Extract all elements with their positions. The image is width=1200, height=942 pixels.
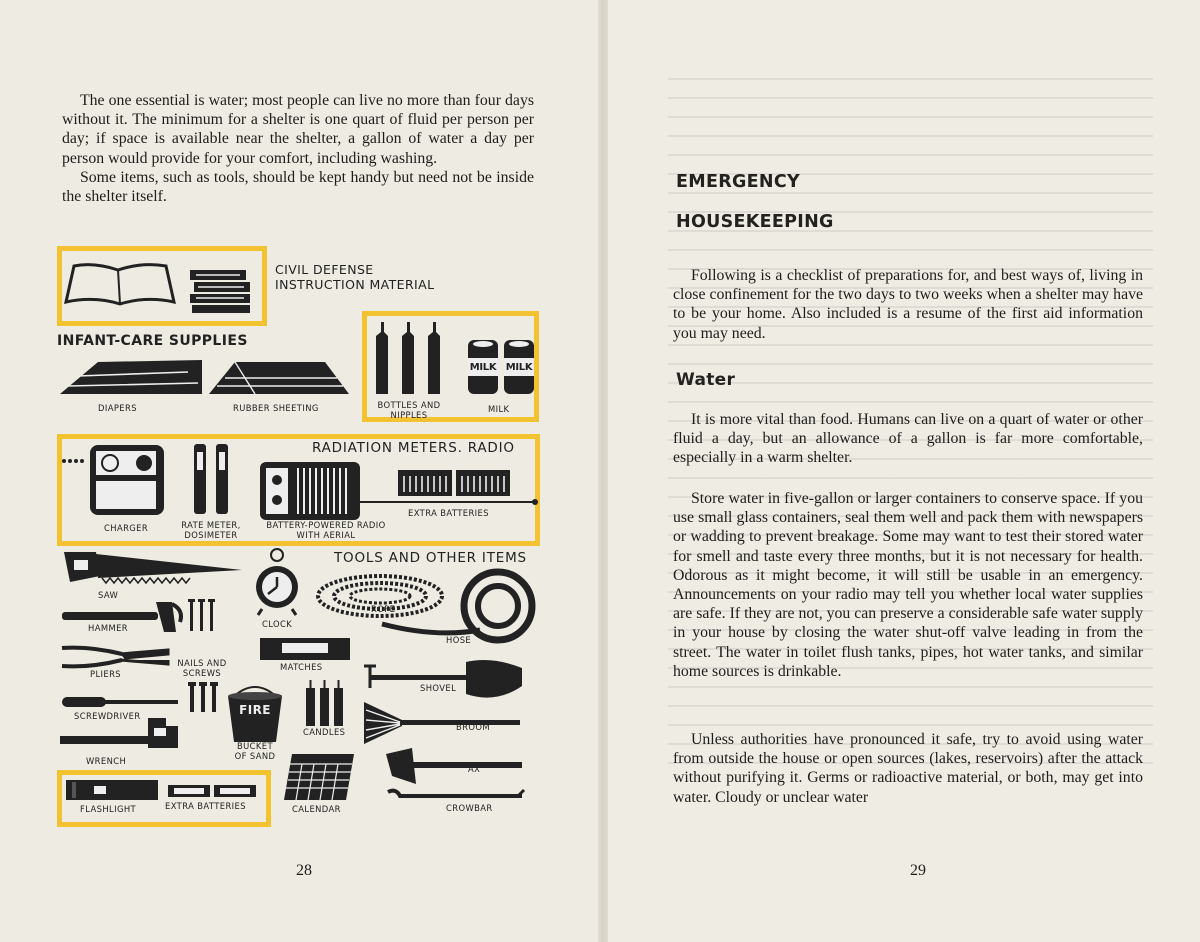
matches-icon — [258, 636, 352, 662]
rope-label: ROPE — [371, 604, 396, 614]
civil-defense-label: CIVIL DEFENSE INSTRUCTION MATERIAL — [275, 262, 435, 292]
candles-label: CANDLES — [303, 727, 346, 737]
intro-text: Following is a checklist of preparations for, and best ways of, living in close confinement for the two days to two weeks when a shelter may have to be your home. Also included is a resume of the first aid information you may need. — [673, 267, 1143, 342]
left-paragraph-2: Some items, such as tools, should be kept handy but need not be inside the shelter itself. — [62, 168, 534, 206]
extra-batteries-label-2: EXTRA BATTERIES — [165, 801, 246, 811]
rubber-sheeting-label: RUBBER SHEETING — [233, 403, 319, 413]
extra-batteries-icon-2 — [166, 783, 262, 799]
water-text-2: Store water in five-gallon or larger containers to conserve space. If you use small glass containers, seal them well and pack them with newspapers or wadding to prevent breakage. Some may want to test their stored water for smell and taste every three months, but it is not necessary for health. Odorous as it might become, it will still be usable in an emergency. Announcements on your radio may tell you whether local water supplies are safe. If they are not, you can preserve a considerable safe water supply in your house by closing the water shut-off valve leading in from the street. The water in toilet flush tanks, pipes, hot water tanks, and similar home sources is drinkable. — [673, 490, 1143, 680]
water-text-1: It is more vital than food. Humans can live on a quart of water or other fluid a day, but an allowance of a gallon is far more comfortable, especially in a warm shelter. — [673, 411, 1143, 467]
ax-label: AX — [468, 764, 481, 774]
intro-paragraph — [673, 266, 1143, 343]
tools-heading: TOOLS AND OTHER ITEMS — [334, 550, 527, 566]
water-paragraph-2 — [673, 489, 1143, 681]
milk-can-label-left: MILK — [469, 362, 497, 373]
wrench-icon — [58, 714, 184, 750]
page-number-right: 29 — [910, 862, 926, 879]
diapers-icon — [58, 356, 204, 396]
bottles-label: BOTTLES AND NIPPLES — [377, 400, 441, 420]
hammer-label: HAMMER — [88, 623, 128, 633]
clock-icon — [254, 547, 300, 617]
screwdriver-icon — [60, 694, 180, 710]
rate-meter-label: RATE METER, DOSIMETER — [181, 520, 241, 540]
wrench-label: WRENCH — [86, 756, 127, 766]
left-paragraph-1: The one essential is water; most people can live no more than four days without it. The minimum for a shelter is one quart of fluid per person per day; if space is available near the shelter, a gallon of water a day per person would provide for your comfort, including washing. — [62, 92, 534, 167]
saw-icon — [62, 548, 244, 588]
nails-upper-icon — [186, 597, 216, 633]
pliers-label: PLIERS — [90, 669, 122, 679]
extra-batteries-label-1: EXTRA BATTERIES — [408, 508, 489, 518]
screws-icon — [186, 680, 220, 714]
charger-icon — [60, 443, 168, 521]
flashlight-icon — [64, 778, 160, 802]
broom-label: BROOM — [456, 722, 490, 732]
flashlight-label: FLASHLIGHT — [80, 804, 137, 814]
crowbar-label: CROWBAR — [446, 803, 493, 813]
diapers-label: DIAPERS — [98, 403, 137, 413]
screwdriver-label: SCREWDRIVER — [74, 711, 141, 721]
milk-can-label-right: MILK — [505, 362, 533, 373]
water-paragraph-1 — [673, 410, 1143, 468]
nails-label: NAILS AND SCREWS — [177, 658, 227, 678]
infant-care-heading: INFANT-CARE SUPPLIES — [57, 333, 248, 349]
broom-icon — [362, 696, 522, 748]
water-paragraph-3 — [673, 730, 1143, 807]
clock-label: CLOCK — [262, 619, 293, 629]
section-heading-line-1: EMERGENCY — [676, 172, 800, 192]
radiation-heading: RADIATION METERS. RADIO — [312, 440, 515, 456]
page-number-left: 28 — [296, 862, 312, 879]
matches-label: MATCHES — [280, 662, 323, 672]
ax-icon — [384, 746, 524, 786]
charger-label: CHARGER — [104, 523, 149, 533]
extra-batteries-icon-1 — [396, 466, 512, 498]
rubber-sheeting-icon — [205, 358, 351, 398]
hose-label: HOSE — [446, 635, 472, 645]
shovel-label: SHOVEL — [420, 683, 457, 693]
fire-label: FIRE — [239, 703, 271, 717]
pliers-icon — [60, 644, 170, 670]
dosimeter-icon — [190, 442, 234, 516]
milk-label: MILK — [488, 404, 510, 414]
calendar-icon — [282, 752, 356, 802]
candles-icon — [302, 678, 348, 728]
saw-label: SAW — [98, 590, 119, 600]
stacked-books-icon — [188, 268, 254, 314]
bottles-icon — [372, 322, 448, 396]
water-subheading: Water — [676, 370, 736, 390]
radio-label: BATTERY-POWERED RADIO WITH AERIAL — [266, 520, 386, 540]
calendar-label: CALENDAR — [292, 804, 341, 814]
bucket-label: BUCKET OF SAND — [234, 741, 276, 761]
water-text-3: Unless authorities have pronounced it safe, try to avoid using water from outside the house or open sources (lakes, reservoirs) after the attack without purifying it. Germs or radioactive material, or both, may get into water. Cloudy or unclear water — [673, 731, 1143, 806]
section-heading-line-2: HOUSEKEEPING — [676, 212, 834, 232]
open-book-icon — [64, 258, 176, 308]
